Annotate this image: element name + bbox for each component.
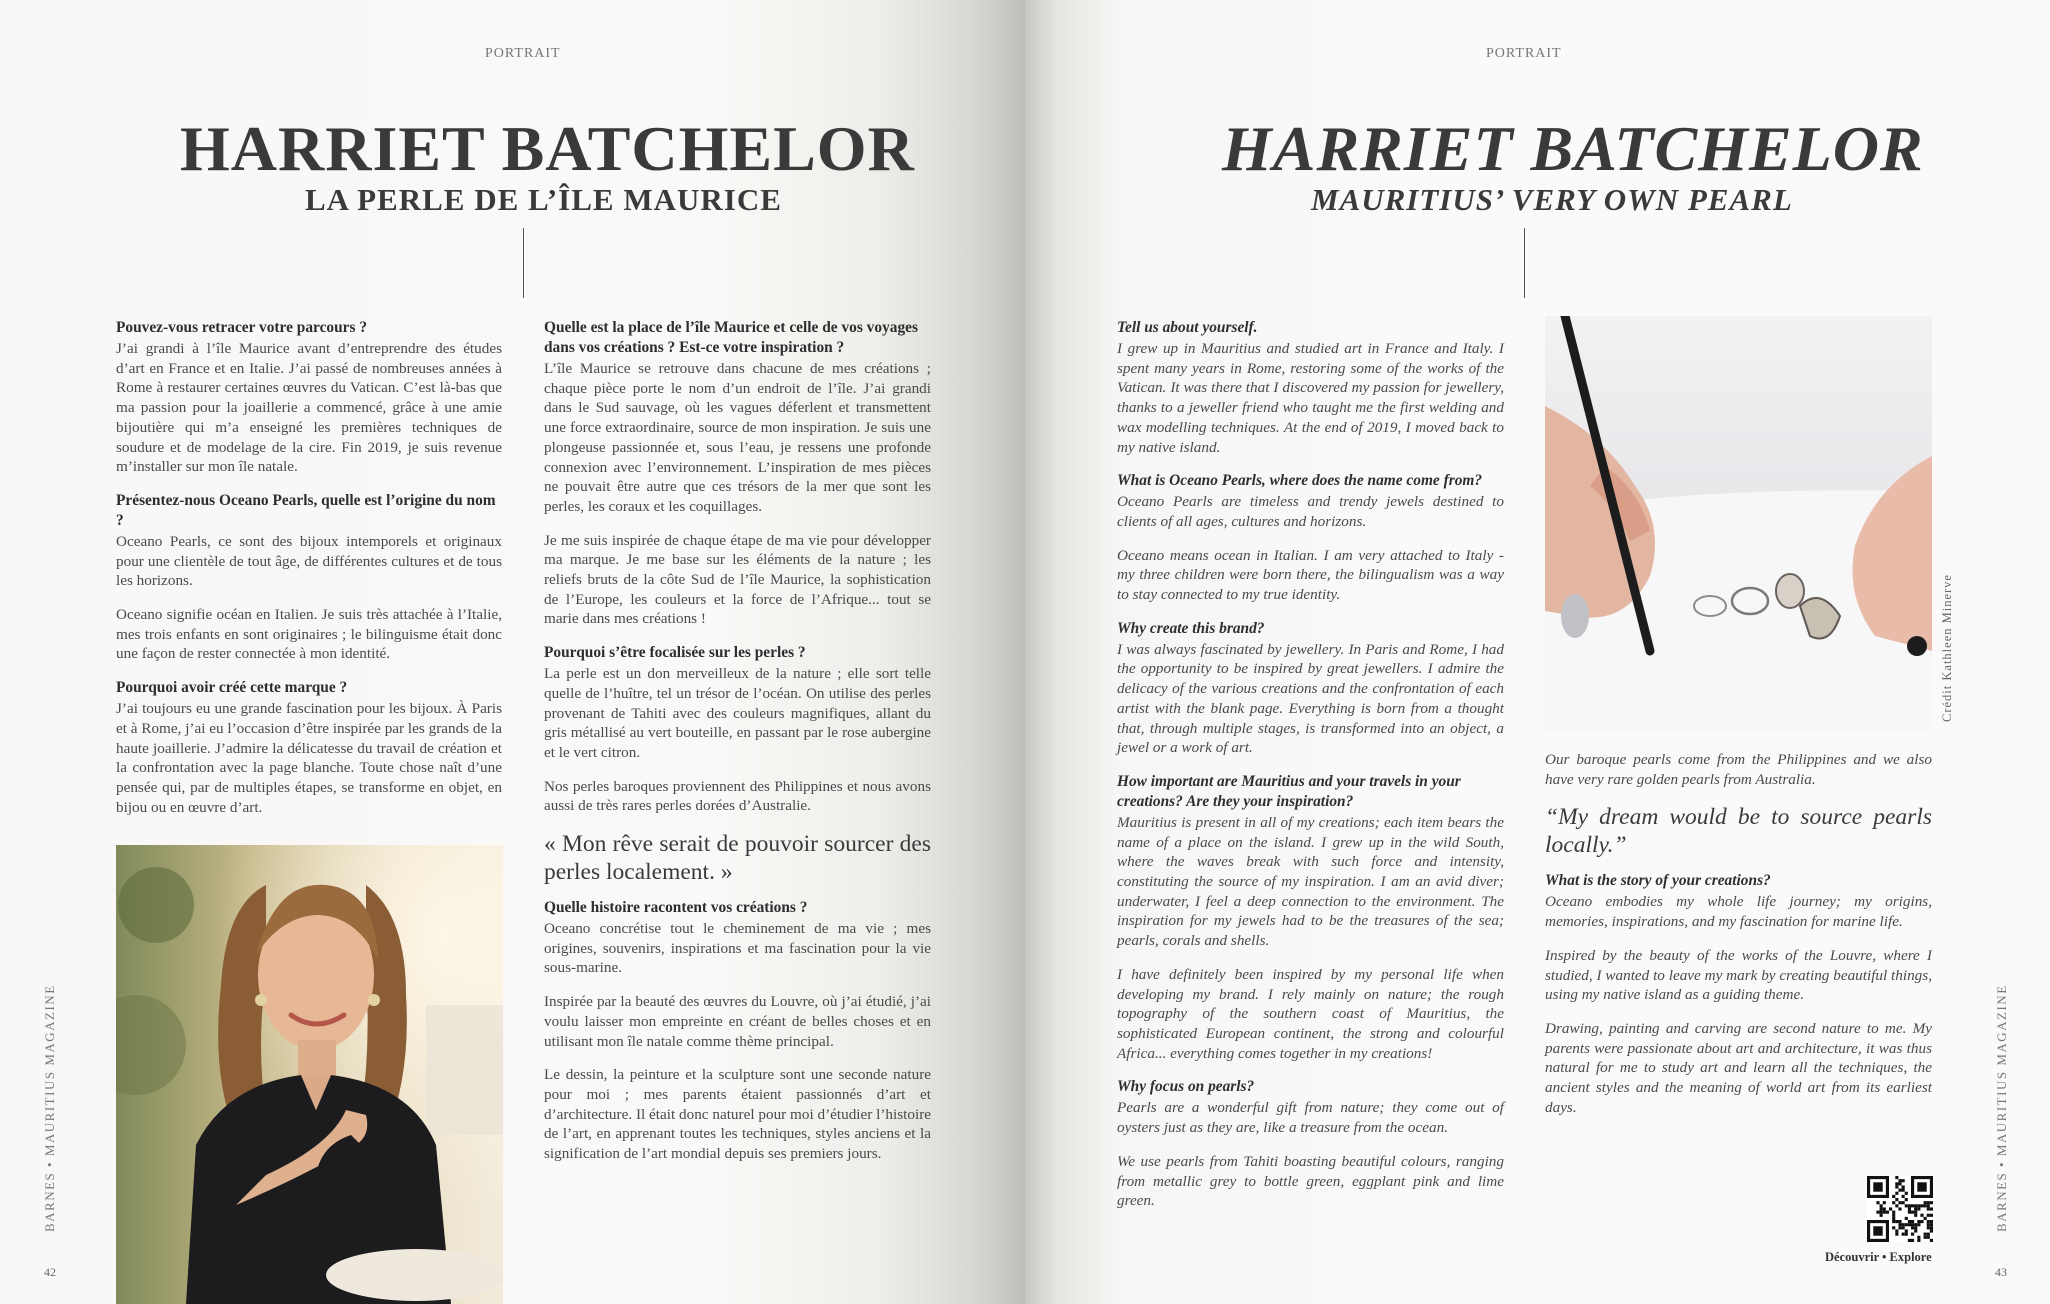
- portrait-photo: [116, 845, 503, 1304]
- question-heading: Quelle histoire racontent vos créations ?: [544, 899, 808, 917]
- answer-paragraph: Oceano means ocean in Italian. I am very attached to Italy - my three children were born there, the bilingualism was a way to stay connected to my true identity.: [1117, 546, 1504, 604]
- photo-credit: Crédit Kathleen Minerve: [1940, 574, 1954, 722]
- question-heading: Pourquoi avoir créé cette marque ?: [116, 679, 348, 697]
- right-page: [1025, 0, 2050, 1304]
- qr-code[interactable]: [1867, 1176, 1933, 1247]
- answer-paragraph: Oceano Pearls are timeless and trendy jewels destined to clients of all ages, cultures and horizons.: [1117, 493, 1504, 530]
- answer-paragraph: J’ai toujours eu une grande fascination pour les bijoux. À Paris et à Rome, j’ai eu l’occasion d’être inspirée par les grands de la haute joaillerie. J’admire la délicatesse du travail de création et la confrontation avec la page blanche. Toute chose naît d’une pensée qui, par de multiples étapes, se transforme en objet, en bijou ou en œuvre d’art.: [116, 700, 502, 816]
- section-label: PORTRAIT: [1486, 46, 1562, 61]
- page-number: 43: [1995, 1265, 2007, 1279]
- text-column-2: [544, 318, 931, 1178]
- question-heading: Pouvez-vous retracer votre parcours ?: [116, 319, 368, 336]
- question-heading: What is Oceano Pearls, where does the name come from?: [1117, 472, 1483, 490]
- qr-label: Découvrir • Explore: [1825, 1250, 1932, 1264]
- sketching-image: [1545, 316, 1932, 731]
- answer-paragraph: I was always fascinated by jewellery. In Paris and Rome, I had the opportunity to be inspired by great jewellers. I admire the delicacy of the various creations and the confrontation of each artist with the blank page. Everything is born from a thought that, through multiple stages, is transformed into an object, a jewel or a work of art.: [1117, 640, 1504, 757]
- article-subtitle: LA PERLE DE L’ÎLE MAURICE: [305, 182, 782, 217]
- answer-paragraph: Nos perles baroques proviennent des Philippines et nous avons aussi de très rares perles dorées d’Australie.: [544, 777, 931, 815]
- question-heading: Pourquoi s’être focalisée sur les perles ?: [544, 644, 806, 662]
- question-heading: Why create this brand?: [1117, 619, 1265, 637]
- jewellery-sketch-photo: [1545, 316, 1932, 731]
- article-title: HARRIET BATCHELOR: [1222, 113, 1924, 184]
- question-heading: How important are Mauritius and your travels in your creations? Are they your inspiration?: [1117, 772, 1461, 810]
- portrait-image: [116, 845, 503, 1304]
- answer-paragraph: Oceano concrétise tout le cheminement de ma vie ; mes origines, souvenirs, inspirations et ma fascination pour la vie sous-marine.: [544, 920, 931, 977]
- text-column-1: [116, 318, 502, 831]
- qr-code-icon[interactable]: [1867, 1176, 1933, 1242]
- question-heading: What is the story of your creations?: [1545, 872, 1771, 890]
- answer-paragraph: I have definitely been inspired by my personal life when developing my brand. I rely mainly on nature; the rough topography of the southern coast of Mauritius, the sophisticated European continent, the strong and colourful Africa... everything comes together in my creations!: [1117, 965, 1504, 1062]
- question-heading: Tell us about yourself.: [1117, 319, 1258, 336]
- answer-paragraph: Je me suis inspirée de chaque étape de ma vie pour développer ma marque. Je me base sur les éléments de la nature ; les reliefs bruts de la côte Sud de l’île Maurice, la sophistication de l’Europe, les couleurs et la force de l’Afrique... tout se marie dans mes créations !: [544, 531, 931, 628]
- answer-paragraph: Inspired by the beauty of the works of the Louvre, where I studied, I wanted to leave my mark by creating beautiful things, using my native island as a guiding theme.: [1545, 946, 1932, 1004]
- answer-paragraph: I grew up in Mauritius and studied art in France and Italy. I spent many years in Rome, restoring some of the works of the Vatican. It was there that I discovered my passion for jewellery, thanks to a jeweller friend who taught me the first welding and wax modelling techniques. At the end of 2019, I moved back to my native island.: [1117, 340, 1504, 456]
- title-divider: [523, 228, 524, 298]
- text-column-1: [1117, 318, 1504, 1225]
- answer-paragraph: Oceano Pearls, ce sont des bijoux intemporels et originaux pour une clientèle de tout âge, de différentes cultures et de tous les horizons.: [116, 532, 502, 590]
- answer-paragraph: Le dessin, la peinture et la sculpture sont une seconde nature pour moi ; mes parents étaient passionnés d’art et d’architecture. Il était donc naturel pour moi d’étudier l’histoire de l’art, en apprenant toutes les techniques, styles anciens et la signification de l’art mondial depuis ses premiers jours.: [544, 1066, 931, 1163]
- answer-paragraph: Inspirée par la beauté des œuvres du Louvre, où j’ai étudié, j’ai voulu laisser mon empreinte en créant de belles choses et en utilisant mon île natale comme thème principal.: [544, 993, 931, 1050]
- answer-paragraph: Drawing, painting and carving are second nature to me. My parents were passionate about art and architecture, it was thus natural for me to study art and learn all the techniques, the ancient styles and the meaning of world art from its earliest days.: [1545, 1019, 1932, 1116]
- article-title: HARRIET BATCHELOR: [180, 113, 915, 184]
- answer-paragraph: Oceano embodies my whole life journey; my origins, memories, inspirations, and my fascination for marine life.: [1545, 893, 1932, 931]
- answer-paragraph: Pearls are a wonderful gift from nature; they come out of oysters just as they are, like a treasure from the ocean.: [1117, 1099, 1504, 1137]
- answer-paragraph: J’ai grandi à l’île Maurice avant d’entreprendre des études d’art en France et en Italie. J’ai passé de nombreuses années à Rome à restaurer certaines œuvres du Vatican. C’est là-bas que ma passion pour la joaillerie a commencé, grâce à une amie bijoutière qui m’a enseigné les premières techniques de soudure et de modelage de la cire. Fin 2019, je suis revenue m’installer sur mon île natale.: [116, 340, 502, 476]
- pull-quote: « Mon rêve serait de pouvoir sourcer des perles localement. »: [544, 831, 931, 886]
- answer-paragraph: Our baroque pearls come from the Philippines and we also have very rare golden pearls from Australia.: [1545, 751, 1932, 788]
- pull-quote: “My dream would be to source pearls locally.”: [1545, 804, 1932, 859]
- question-heading: Présentez-nous Oceano Pearls, quelle est l’origine du nom ?: [116, 491, 496, 529]
- magazine-side-label: BARNES • MAURITIUS MAGAZINE: [42, 984, 57, 1232]
- answer-paragraph: La perle est un don merveilleux de la nature ; elle sort telle quelle de l’huître, tel un trésor de l’océan. On utilise des perles provenant de Tahiti avec des couleurs magnifiques, allant du gris métallisé au vert bouteille, en passant par le rose aubergine et le vert citron.: [544, 665, 931, 761]
- magazine-side-label: BARNES • MAURITIUS MAGAZINE: [1994, 984, 2009, 1232]
- article-subtitle: MAURITIUS’ VERY OWN PEARL: [1311, 182, 1793, 217]
- question-heading: Quelle est la place de l’île Maurice et celle de vos voyages dans vos créations ? Est-ce votre inspiration ?: [544, 319, 918, 356]
- text-column-2: [1545, 750, 1932, 1131]
- answer-paragraph: L’île Maurice se retrouve dans chacune de mes créations ; chaque pièce porte le nom d’un endroit de l’île. J’ai grandi dans le Sud sauvage, où les vagues déferlent et transmettent une force extraordinaire, source de mon inspiration. Je suis une plongeuse passionnée et, sous l’eau, je ressens une profonde connexion avec l’environnement. L’inspiration de mes pièces ne pouvait être autre que ces trésors de la mer que sont les perles, les coraux et les coquillages.: [544, 360, 931, 515]
- question-heading: Why focus on pearls?: [1117, 1078, 1255, 1096]
- title-divider: [1524, 228, 1525, 298]
- section-label: PORTRAIT: [485, 46, 561, 61]
- page-number: 42: [44, 1265, 56, 1279]
- answer-paragraph: Oceano signifie océan en Italien. Je suis très attachée à l’Italie, mes trois enfants en sont originaires ; le bilinguisme était donc une façon de rester connectée à mon identité.: [116, 606, 502, 663]
- answer-paragraph: Mauritius is present in all of my creations; each item bears the name of a place on the island. I grew up in the wild South, where the waves break with such force and intensity, constituting the source of my inspiration. I am an avid diver; underwater, I feel a deep connection to the environment. The inspiration for my jewels had to be the treasures of the sea; pearls, corals and shells.: [1117, 813, 1504, 950]
- answer-paragraph: We use pearls from Tahiti boasting beautiful colours, ranging from metallic grey to bottle green, eggplant pink and lime green.: [1117, 1152, 1504, 1210]
